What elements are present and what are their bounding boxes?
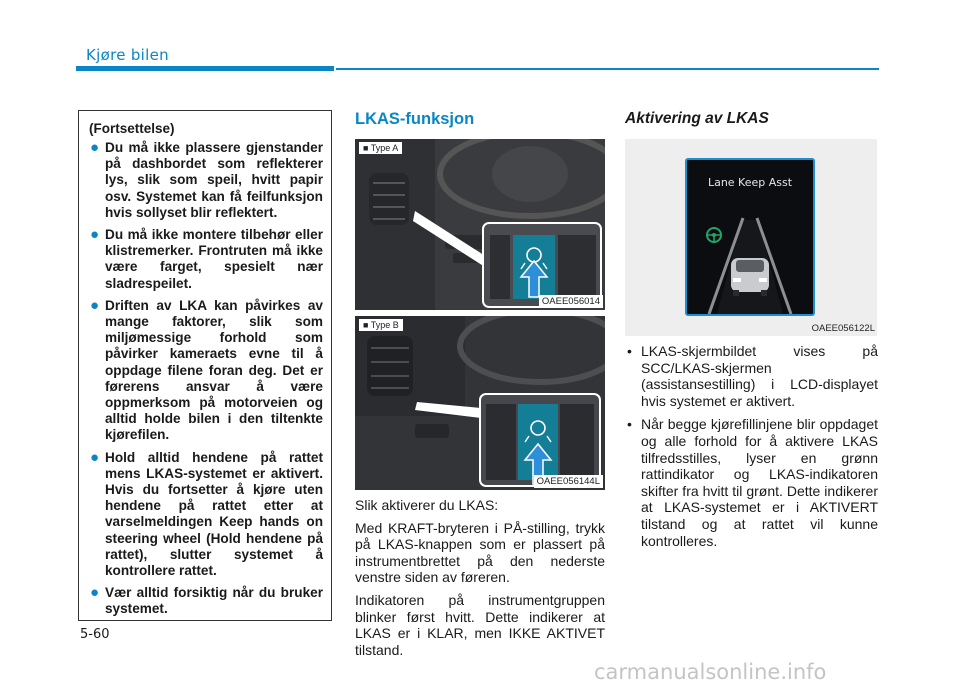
caution-box bbox=[78, 110, 332, 621]
steering-wheel-icon bbox=[705, 226, 723, 244]
activation-bullets bbox=[625, 343, 878, 556]
bullet-icon: ● bbox=[90, 226, 100, 244]
caution-item: ● Du må ikke plassere gjenstander på dashbordet som reflekterer lys, slik som speil, hvitt papir osv. Systemet kan få feilfunksjon hvis sollyset blir reflektert. bbox=[90, 139, 323, 220]
lkas-section-title: LKAS-funksjon bbox=[355, 110, 475, 128]
header-rule-thin bbox=[336, 68, 879, 70]
bullet-icon: ● bbox=[90, 296, 100, 314]
caution-continued-label: (Fortsettelse) bbox=[89, 121, 175, 136]
lkas-paragraph: Indikatoren på instrumentgruppen blinker først hvitt. Dette indikerer at LKAS er i KLAR, men IKKE AKTIVET tilstand. bbox=[355, 591, 605, 658]
lcd-screen bbox=[685, 158, 815, 316]
lkas-body-text bbox=[355, 497, 605, 664]
bullet-icon: ● bbox=[90, 139, 100, 156]
page-number: 5-60 bbox=[80, 627, 110, 642]
caution-list bbox=[89, 140, 323, 618]
lkas-paragraph: Med KRAFT-bryteren i PÅ-stilling, trykk på LKAS-knappen som er plassert på instrumentbrettet på den nederste venstre siden av føreren. bbox=[355, 519, 605, 586]
bullet-icon: ● bbox=[90, 584, 100, 602]
lcd-screen-text: Lane Keep Asst bbox=[707, 176, 793, 189]
type-a-label: ■ Type A bbox=[359, 142, 402, 154]
dashboard-switch-illustration-a bbox=[355, 139, 605, 310]
header-rule-thick bbox=[76, 66, 334, 71]
figure-type-a bbox=[355, 139, 605, 310]
figure-type-b bbox=[355, 316, 605, 490]
caution-item: ● Vær alltid forsiktig når du bruker systemet. bbox=[90, 584, 323, 617]
bullet-icon: ● bbox=[90, 448, 100, 466]
caution-item: ● Hold alltid hendene på rattet mens LKAS-systemet er aktivert. Hvis du fortsetter å kjøre uten hendene på rattet etter at varselmeldingen Keep hands on steering wheel (Hold hendene på rattet), slutter systemet å kontrollere rattet. bbox=[90, 448, 323, 579]
bullet-icon: • bbox=[627, 343, 632, 359]
caution-item: ● Driften av LKA kan påvirkes av mange faktorer, slik som miljømessige forhold som påvirker kameraets evne til å oppdage filene foran deg. Det er førerens ansvar å være oppmerksom på motorveien og alltid holde bilen i den tiltenkte kjørefilen. bbox=[90, 296, 323, 443]
section-title: Kjøre bilen bbox=[86, 46, 169, 64]
figure-code-b: OAEE056144L bbox=[534, 475, 603, 488]
lkas-paragraph: Slik aktiverer du LKAS: bbox=[355, 497, 499, 513]
bullet-icon: • bbox=[627, 416, 632, 433]
type-b-label: ■ Type B bbox=[359, 319, 403, 331]
figure-code-a: OAEE056014 bbox=[539, 295, 603, 308]
dashboard-switch-illustration-b bbox=[355, 316, 605, 490]
figure-code-c: OAEE056122L bbox=[811, 323, 875, 334]
activation-bullet: • LKAS-skjermbildet vises på SCC/LKAS-skjermen (assistansestilling) i LCD-displayet hvis systemet er aktivert. bbox=[627, 343, 878, 409]
activation-title: Aktivering av LKAS bbox=[625, 110, 769, 127]
activation-bullet: • Når begge kjørefillinjene blir oppdaget og alle forhold for å aktivere LKAS tilfredsstilles, lyser en grønn rattindikator og LKAS-indikatoren skifter fra hvitt til grønt. Dette indikerer at LKAS-systemet er i AKTIVERT tilstand og at rattet vil kunne kontrolleres. bbox=[627, 416, 878, 549]
watermark: carmanualsonline.info bbox=[594, 660, 827, 684]
figure-lcd-display bbox=[625, 139, 877, 336]
caution-item: ● Du må ikke montere tilbehør eller klistremerker. Frontruten må ikke være farget, spesielt nær sladrespeilet. bbox=[90, 226, 323, 291]
